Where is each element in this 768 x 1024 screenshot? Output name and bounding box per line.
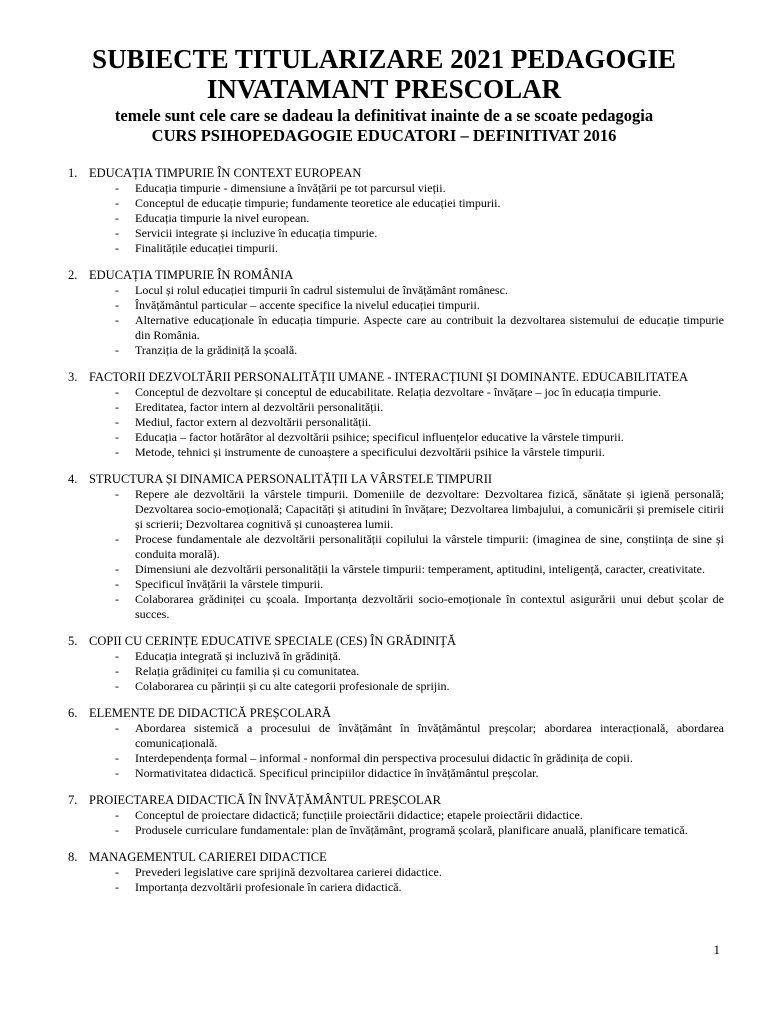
section-number: 1. bbox=[68, 166, 78, 180]
topic-item: - Procese fundamentale ale dezvoltării personalității copilului la vârstele timpurii: (imaginea de sine, conștiința de sine și conduita morală). bbox=[68, 532, 724, 562]
syllabus-section bbox=[68, 267, 724, 358]
section-number: 4. bbox=[68, 472, 78, 486]
subtitle-line-2: CURS PSIHOPEDAGOGIE EDUCATORI – DEFINITIVAT 2016 bbox=[151, 126, 617, 145]
topic-item: - Tranziția de la grădiniță la școală. bbox=[68, 343, 724, 358]
section-number: 3. bbox=[68, 370, 78, 384]
section-title: PROIECTAREA DIDACTICĂ ÎN ÎNVĂȚĂMÂNTUL PREȘCOLAR bbox=[89, 793, 442, 807]
topic-item: - Abordarea sistemică a procesului de învățământ în învățământul preșcolar; abordarea interacțională, abordarea comunicațională. bbox=[68, 721, 724, 751]
topic-item: - Servicii integrate și incluzive în educația timpurie. bbox=[68, 226, 724, 241]
section-topic-list bbox=[68, 649, 724, 694]
topic-item: - Importanța dezvoltării profesionale în cariera didactică. bbox=[68, 880, 724, 895]
section-title: MANAGEMENTUL CARIEREI DIDACTICE bbox=[89, 850, 327, 864]
section-topic-list bbox=[68, 721, 724, 781]
section-title: EDUCAȚIA TIMPURIE ÎN ROMÂNIA bbox=[89, 268, 294, 282]
title-line-1: SUBIECTE TITULARIZARE 2021 PEDAGOGIE bbox=[92, 44, 676, 74]
topic-item: - Relația grădiniței cu familia și cu comunitatea. bbox=[68, 664, 724, 679]
topic-item: - Conceptul de proiectare didactică; funcțiile proiectării didactice; etapele proiectării didactice. bbox=[68, 808, 724, 823]
topic-item: - Colaborarea grădiniței cu școala. Importanța dezvoltării socio-emoționale în contextul asigurării unui debut școlar de succes. bbox=[68, 592, 724, 622]
syllabus-content bbox=[68, 165, 724, 906]
section-topic-list bbox=[68, 385, 724, 460]
section-topic-list bbox=[68, 283, 724, 358]
section-heading bbox=[68, 369, 724, 385]
topic-item: - Conceptul de dezvoltare și conceptul de educabilitate. Relația dezvoltare - învățare – joc în educația timpurie. bbox=[68, 385, 724, 400]
topic-item: - Dimensiuni ale dezvoltării personalității la vârstele timpurii: temperament, aptitudini, inteligență, caracter, creativitate. bbox=[68, 562, 724, 577]
section-heading bbox=[68, 849, 724, 865]
section-topic-list bbox=[68, 181, 724, 256]
topic-item: - Învățământul particular – accente specifice la nivelul educației timpurii. bbox=[68, 298, 724, 313]
section-topic-list bbox=[68, 487, 724, 622]
topic-item: - Conceptul de educație timpurie; fundamente teoretice ale educației timpurii. bbox=[68, 196, 724, 211]
topic-item: - Ereditatea, factor intern al dezvoltării personalității. bbox=[68, 400, 724, 415]
section-heading bbox=[68, 165, 724, 181]
syllabus-section bbox=[68, 369, 724, 460]
section-number: 6. bbox=[68, 706, 78, 720]
section-number: 2. bbox=[68, 268, 78, 282]
page-number: 1 bbox=[713, 942, 720, 957]
section-heading bbox=[68, 471, 724, 487]
topic-item: - Educația timpurie - dimensiune a învățării pe tot parcursul vieții. bbox=[68, 181, 724, 196]
topic-item: - Colaborarea cu părinții și cu alte categorii profesionale de sprijin. bbox=[68, 679, 724, 694]
section-title: FACTORII DEZVOLTĂRII PERSONALITĂȚII UMANE - INTERACȚIUNI ȘI DOMINANTE. EDUCABILITATEA bbox=[89, 370, 689, 384]
topic-item: - Metode, tehnici și instrumente de cunoaștere a specificului dezvoltării psihice la vârstele timpurii. bbox=[68, 445, 724, 460]
section-number: 5. bbox=[68, 634, 78, 648]
section-number: 7. bbox=[68, 793, 78, 807]
section-number: 8. bbox=[68, 850, 78, 864]
topic-item: - Interdependența formal – informal - nonformal din perspectiva procesului didactic în grădinița de copii. bbox=[68, 751, 724, 766]
syllabus-section bbox=[68, 849, 724, 895]
topic-item: - Normativitatea didactică. Specificul principiilor didactice în învățământul preșcolar. bbox=[68, 766, 724, 781]
topic-item: - Repere ale dezvoltării la vârstele timpurii. Domeniile de dezvoltare: Dezvoltarea fizică, sănătate și igienă personală; Dezvoltarea socio-emoțională; Capacități și atitudini în învățare; Dezvoltarea limbajului, a comunicării și premisele citirii și scrierii; Dezvoltarea cognitivă și cunoașterea lumii. bbox=[68, 487, 724, 532]
section-title: ELEMENTE DE DIDACTICĂ PREȘCOLARĂ bbox=[89, 706, 332, 720]
section-title: EDUCAȚIA TIMPURIE ÎN CONTEXT EUROPEAN bbox=[89, 166, 362, 180]
topic-item: - Educația timpurie la nivel european. bbox=[68, 211, 724, 226]
topic-item: - Educația integrată și incluzivă în grădiniță. bbox=[68, 649, 724, 664]
document-subtitle bbox=[0, 106, 768, 146]
topic-item: - Alternative educaționale în educația timpurie. Aspecte care au contribuit la dezvoltarea sistemului de educație timpurie din România. bbox=[68, 313, 724, 343]
document-title bbox=[0, 44, 768, 104]
section-title: STRUCTURA ȘI DINAMICA PERSONALITĂȚII LA VÂRSTELE TIMPURII bbox=[89, 472, 493, 486]
topic-item: - Locul și rolul educației timpurii în cadrul sistemului de învățământ românesc. bbox=[68, 283, 724, 298]
section-heading bbox=[68, 633, 724, 649]
syllabus-section bbox=[68, 792, 724, 838]
syllabus-section bbox=[68, 633, 724, 694]
syllabus-section bbox=[68, 705, 724, 781]
section-heading bbox=[68, 792, 724, 808]
syllabus-section bbox=[68, 165, 724, 256]
syllabus-section bbox=[68, 471, 724, 622]
section-topic-list bbox=[68, 808, 724, 838]
section-topic-list bbox=[68, 865, 724, 895]
section-title: COPII CU CERINȚE EDUCATIVE SPECIALE (CES) ÎN GRĂDINIȚĂ bbox=[89, 634, 456, 648]
topic-item: - Prevederi legislative care sprijină dezvoltarea carierei didactice. bbox=[68, 865, 724, 880]
topic-item: - Produsele curriculare fundamentale: plan de învățământ, programă școlară, planificare anuală, planificare tematică. bbox=[68, 823, 724, 838]
section-heading bbox=[68, 267, 724, 283]
section-heading bbox=[68, 705, 724, 721]
topic-item: - Specificul învățării la vârstele timpurii. bbox=[68, 577, 724, 592]
topic-item: - Mediul, factor extern al dezvoltării personalității. bbox=[68, 415, 724, 430]
topic-item: - Finalitățile educației timpurii. bbox=[68, 241, 724, 256]
subtitle-line-1: temele sunt cele care se dadeau la definitivat inainte de a se scoate pedagogia bbox=[114, 106, 654, 125]
topic-item: - Educația – factor hotărâtor al dezvoltării psihice; specificul influențelor educative la vârstele timpurii. bbox=[68, 430, 724, 445]
title-line-2: INVATAMANT PRESCOLAR bbox=[206, 74, 562, 104]
